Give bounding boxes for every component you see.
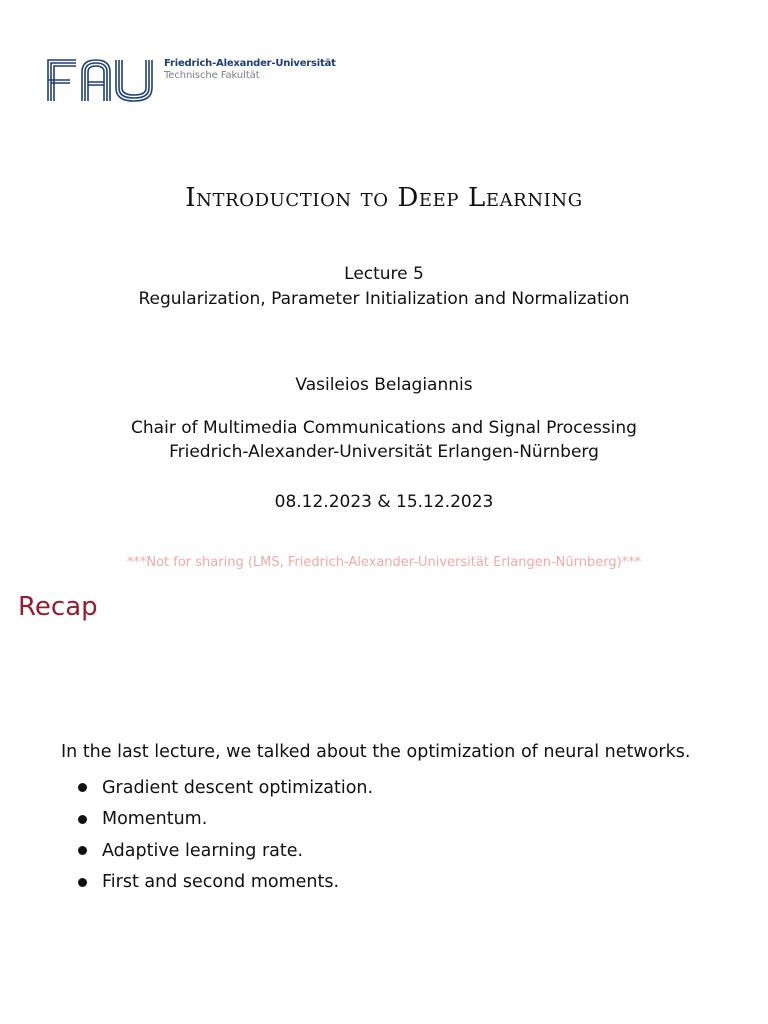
list-item	[78, 804, 373, 836]
logo-university-name: Friedrich-Alexander-Universität	[164, 58, 336, 69]
slide-intro-text: In the last lecture, we talked about the optimization of neural networks.	[61, 742, 691, 762]
list-item-text: First and second moments.	[102, 872, 340, 893]
bullet-icon	[78, 878, 87, 887]
bullet-icon	[78, 846, 87, 855]
slide-title: Recap	[18, 592, 98, 622]
bullet-icon	[78, 815, 87, 824]
recap-bullet-list	[78, 772, 373, 898]
lecture-dates: 08.12.2023 & 15.12.2023	[274, 492, 494, 512]
list-item-text: Gradient descent optimization.	[102, 777, 374, 798]
fau-wordmark-icon	[46, 58, 156, 102]
bullet-icon	[78, 783, 87, 792]
lecture-number: Lecture 5	[344, 264, 424, 284]
lecture-subtitle: Regularization, Parameter Initialization and Normalization	[138, 289, 630, 309]
affiliation-chair: Chair of Multimedia Communications and Signal Processing	[131, 418, 637, 438]
logo-faculty-name: Technische Fakultät	[164, 70, 260, 81]
list-item-text: Adaptive learning rate.	[102, 840, 304, 861]
list-item-text: Momentum.	[102, 809, 208, 830]
affiliation-university: Friedrich-Alexander-Universität Erlangen-Nürnberg	[169, 442, 599, 462]
list-item	[78, 772, 373, 804]
list-item	[78, 867, 373, 899]
sharing-disclaimer: ***Not for sharing (LMS, Friedrich-Alexander-Universität Erlangen-Nürnberg)***	[126, 555, 642, 570]
fau-logo	[46, 58, 336, 102]
list-item	[78, 835, 373, 867]
author-name: Vasileios Belagiannis	[295, 375, 473, 395]
lecture-series-title: Introduction to Deep Learning	[185, 183, 583, 213]
